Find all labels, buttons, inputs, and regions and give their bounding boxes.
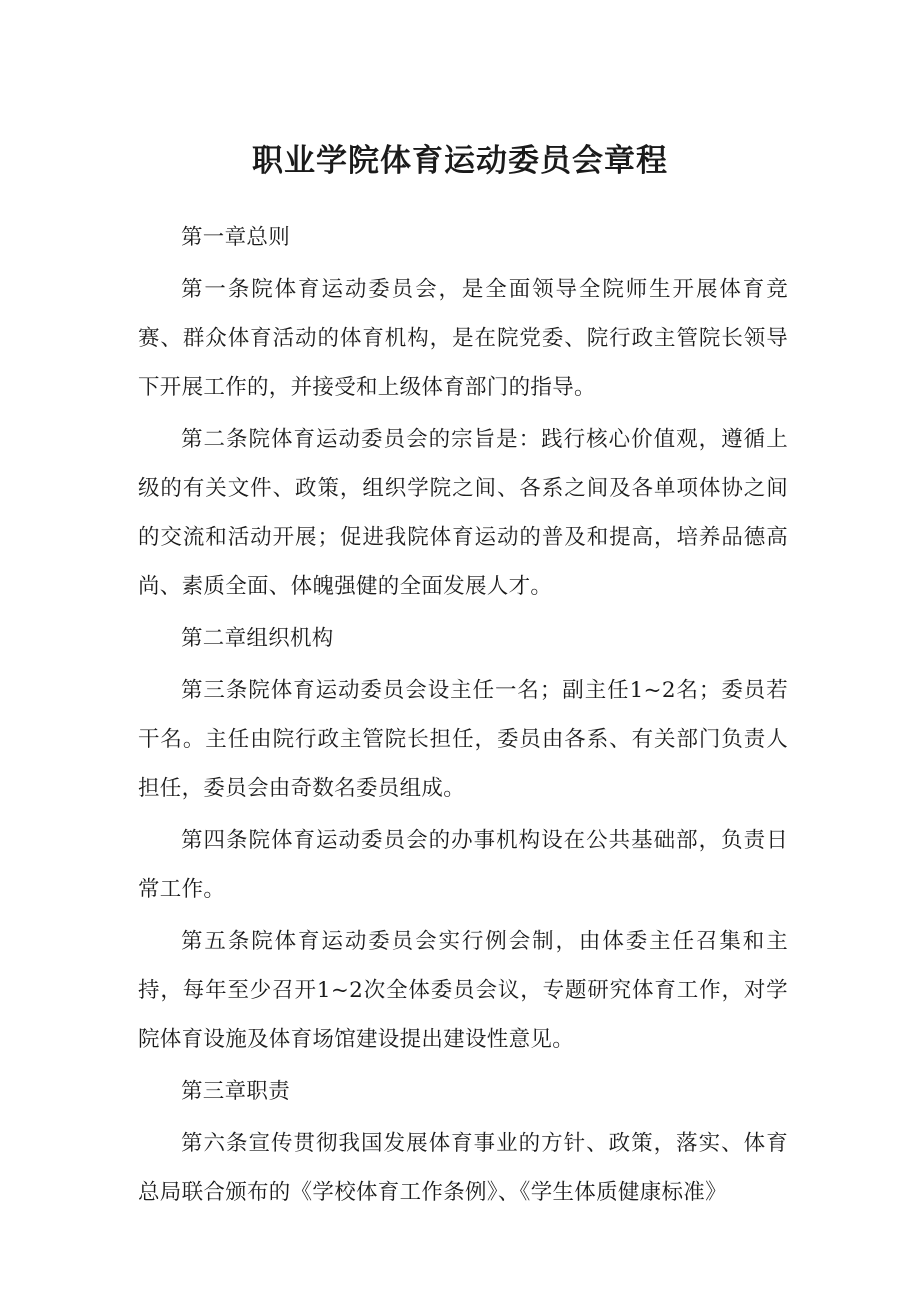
article-paragraph: 第四条院体育运动委员会的办事机构设在公共基础部，负责日常工作。 xyxy=(138,828,788,902)
chapter-heading: 第二章组织机构 xyxy=(181,626,334,651)
article-paragraph: 第三条院体育运动委员会设主任一名；副主任1~2名；委员若干名。主任由院行政主管院长担任，委员由各系、有关部门负责人担任，委员会由奇数名委员组成。 xyxy=(138,678,788,801)
article-paragraph: 第六条宣传贯彻我国发展体育事业的方针、政策，落实、体育总局联合颁布的《学校体育工作条例》、《学生体质健康标准》 xyxy=(138,1131,788,1205)
article-paragraph: 第五条院体育运动委员会实行例会制，由体委主任召集和主持，每年至少召开1~2次全体委员会议，专题研究体育工作，对学院体育设施及体育场馆建设提出建设性意见。 xyxy=(138,929,788,1052)
chapter-heading: 第一章总则 xyxy=(181,225,291,250)
article-paragraph: 第二条院体育运动委员会的宗旨是：践行核心价值观，遵循上级的有关文件、政策，组织学院之间、各系之间及各单项体协之间的交流和活动开展；促进我院体育运动的普及和提高，培养品德高尚、素质全面、体魄强健的全面发展人才。 xyxy=(138,427,788,599)
chapter-heading: 第三章职责 xyxy=(181,1079,291,1104)
document-body xyxy=(138,213,788,1220)
document-title: 职业学院体育运动委员会章程 xyxy=(252,143,668,179)
article-paragraph: 第一条院体育运动委员会，是全面领导全院师生开展体育竞赛、群众体育活动的体育机构，是在院党委、院行政主管院长领导下开展工作的，并接受和上级体育部门的指导。 xyxy=(138,277,788,400)
